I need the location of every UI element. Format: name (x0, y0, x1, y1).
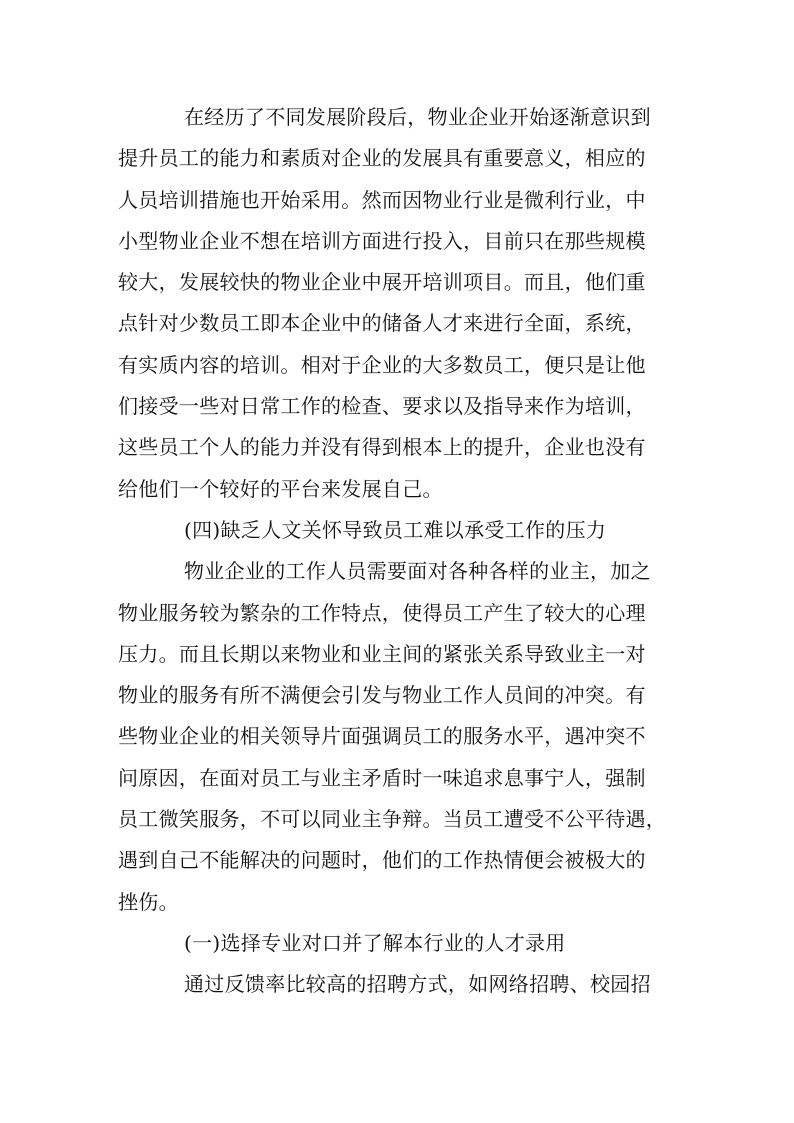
text-line: 小型物业企业不想在培训方面进行投入，目前只在那些规模 (118, 228, 646, 253)
text-line: 遇到自己不能解决的问题时，他们的工作热情便会被极大的 (118, 848, 646, 873)
text-line: 们接受一些对日常工作的检查、要求以及指导来作为培训， (118, 394, 646, 419)
text-line: 物业企业的工作人员需要面对各种各样的业主，加之 (184, 559, 651, 584)
section-heading: (四)缺乏人文关怀导致员工难以承受工作的压力 (184, 517, 607, 542)
text-line: 较大，发展较快的物业企业中展开培训项目。而且，他们重 (118, 270, 646, 295)
document-body (118, 97, 678, 1006)
text-line: 些物业企业的相关领导片面强调员工的服务水平，遇冲突不 (118, 724, 646, 749)
text-line: 在经历了不同发展阶段后，物业企业开始逐渐意识到 (184, 105, 651, 129)
section-heading: (一)选择专业对口并了解本行业的人才录用 (184, 930, 566, 955)
text-line: 给他们一个较好的平台来发展自己。 (118, 476, 443, 501)
text-line: 物业的服务有所不满便会引发与物业工作人员间的冲突。有 (118, 683, 646, 708)
text-line: 提升员工的能力和素质对企业的发展具有重要意义，相应的 (118, 146, 646, 171)
text-line: 有实质内容的培训。相对于企业的大多数员工，便只是让他 (118, 352, 646, 377)
text-line: 员工微笑服务，不可以同业主争辩。当员工遭受不公平待遇， (118, 807, 667, 832)
text-line: 挫伤。 (118, 889, 179, 914)
text-line: 点针对少数员工即本企业中的储备人才来进行全面，系统， (118, 311, 646, 336)
text-line: 问原因，在面对员工与业主矛盾时一味追求息事宁人，强制 (118, 765, 646, 790)
text-line: 通过反馈率比较高的招聘方式，如网络招聘、校园招 (184, 972, 651, 997)
text-line: 这些员工个人的能力并没有得到根本上的提升，企业也没有 (118, 435, 646, 460)
text-line: 物业服务较为繁杂的工作特点，使得员工产生了较大的心理 (118, 600, 646, 625)
text-line: 人员培训措施也开始采用。然而因物业行业是微利行业，中 (118, 187, 646, 212)
text-line: 压力。而且长期以来物业和业主间的紧张关系导致业主一对 (118, 641, 646, 666)
